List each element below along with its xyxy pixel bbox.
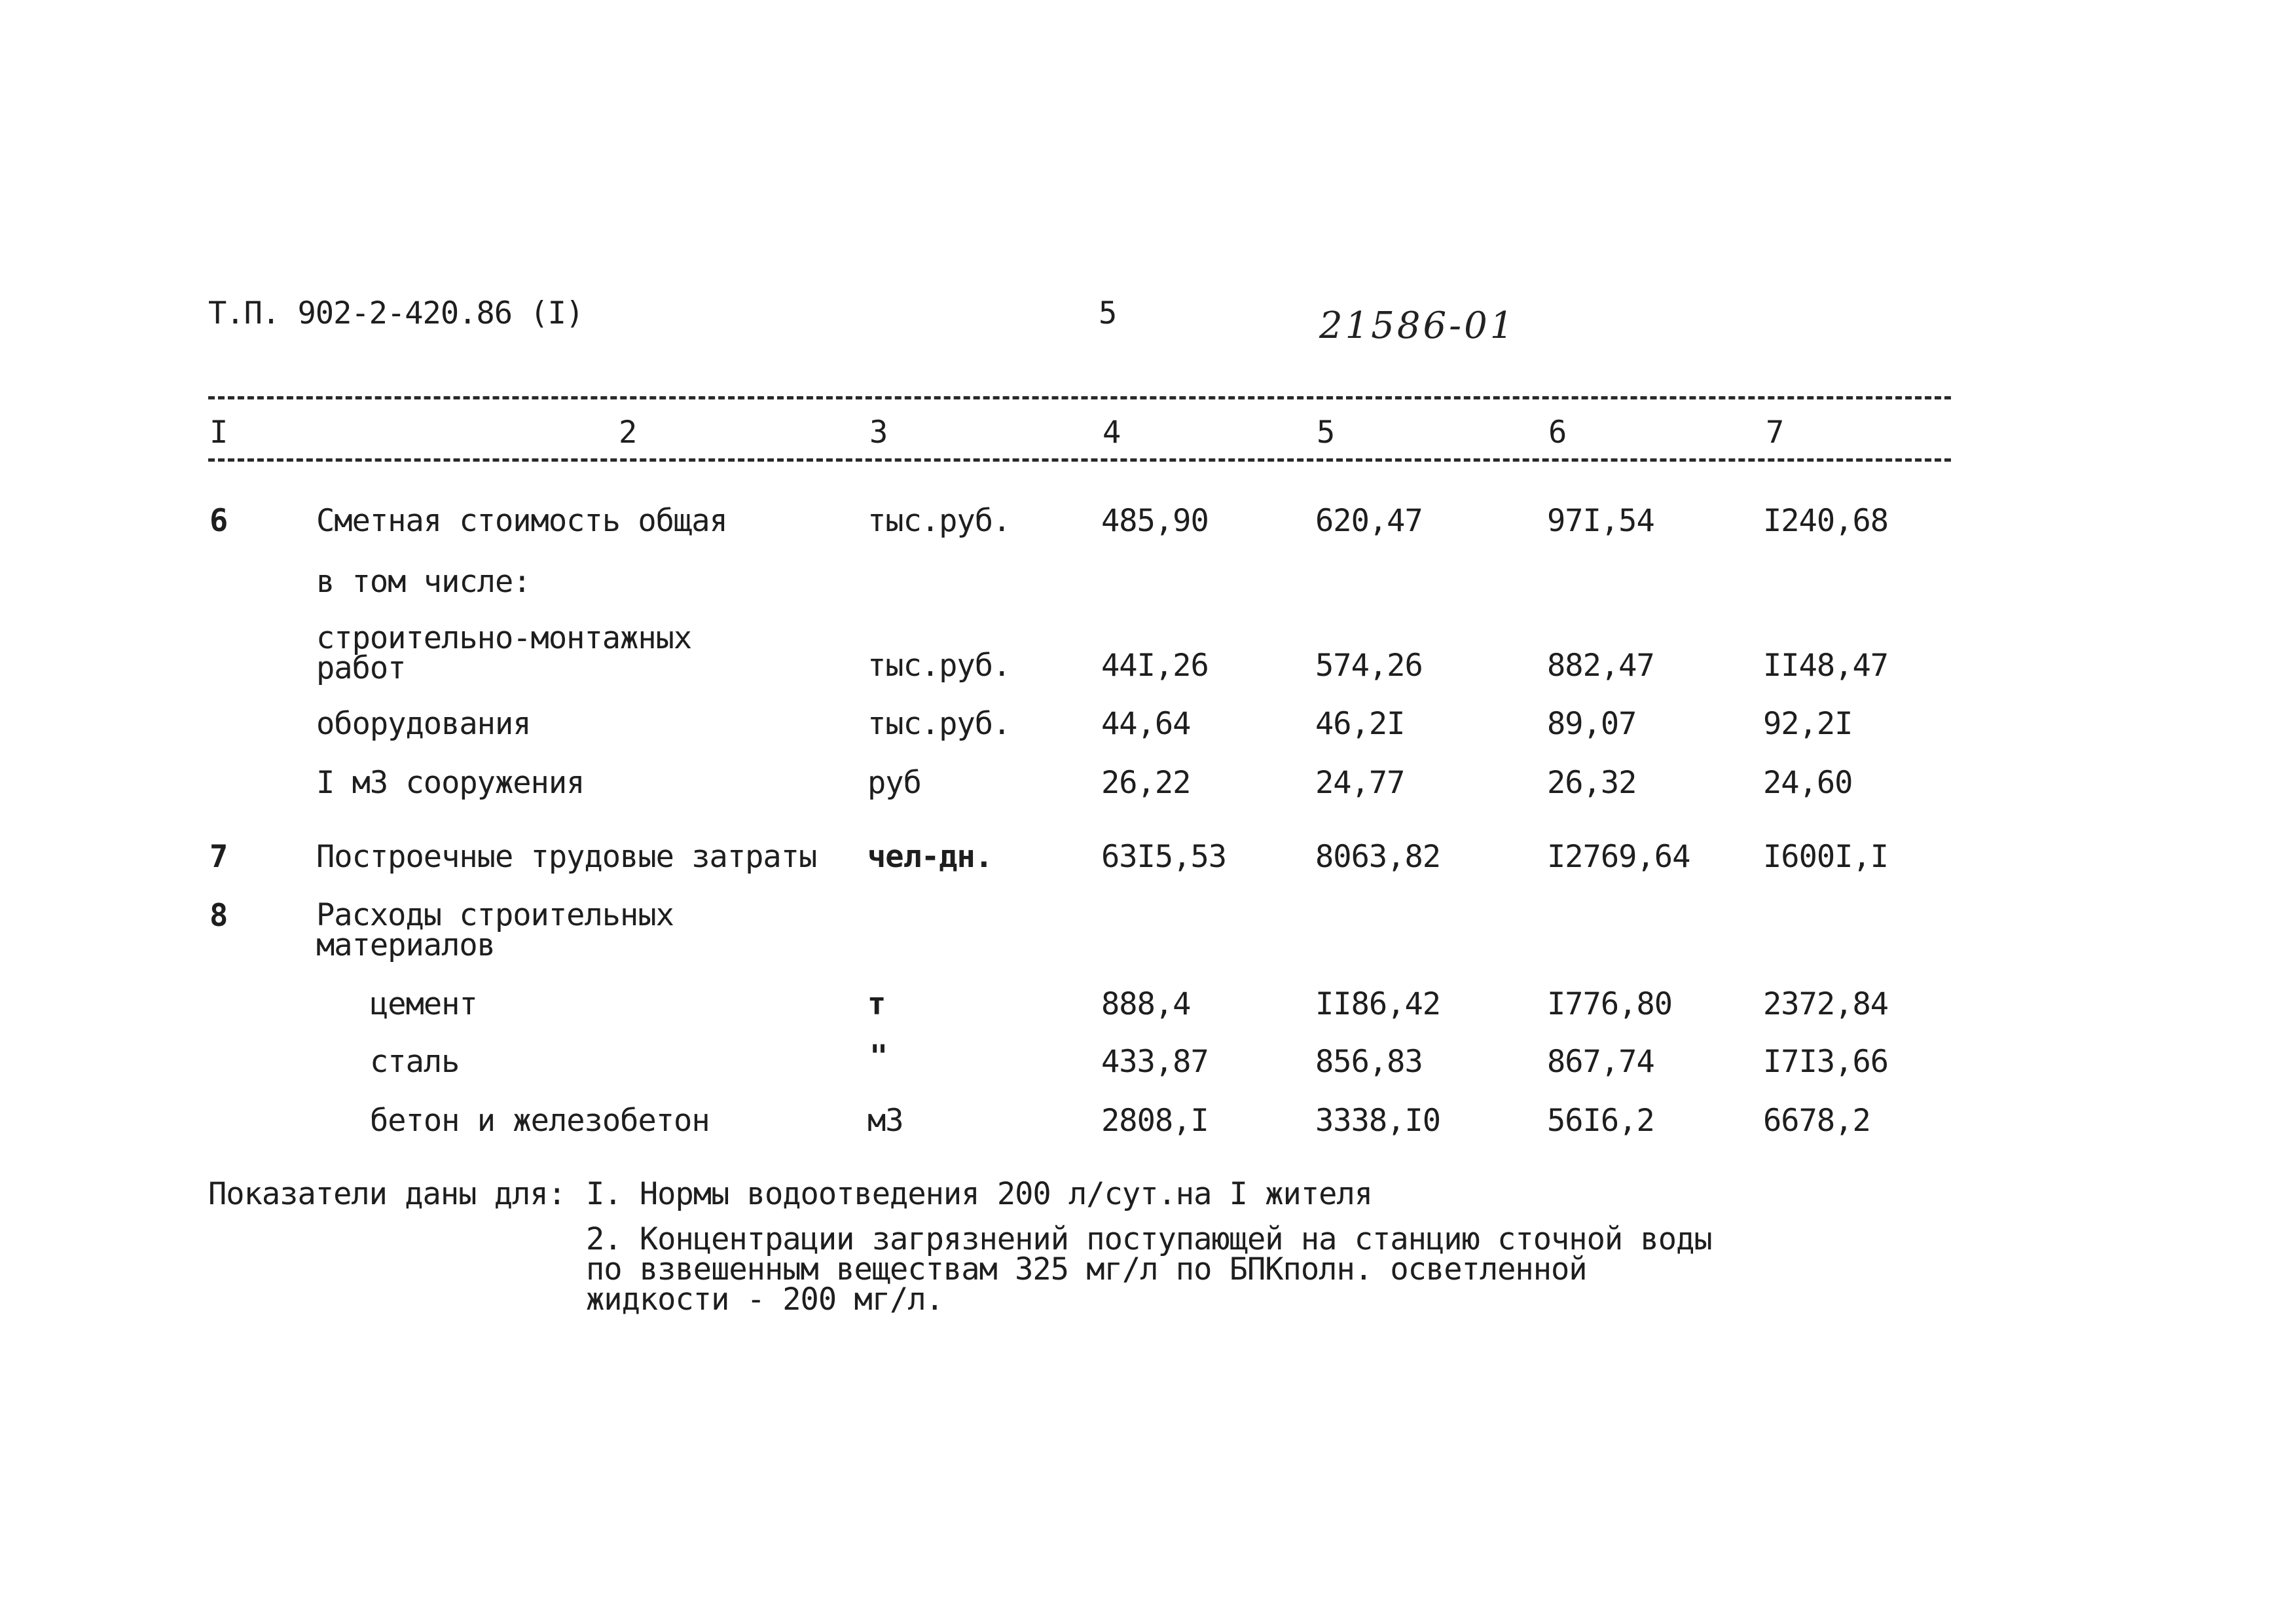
cell-col6: 56I6,2 xyxy=(1547,1103,1654,1139)
cell-col4: 485,90 xyxy=(1101,503,1209,539)
row-name: в том числе: xyxy=(316,564,531,600)
cell-col5: 3338,I0 xyxy=(1315,1103,1441,1139)
row-name: бетон и железобетон xyxy=(370,1103,710,1139)
col-number-1: I xyxy=(210,415,228,451)
cell-col4: 26,22 xyxy=(1101,765,1191,801)
cell-col4: 44,64 xyxy=(1101,706,1191,742)
handwritten-archive-number: 21586-01 xyxy=(1319,304,1516,347)
row-unit: руб xyxy=(867,765,921,801)
cell-col6: 97I,54 xyxy=(1547,503,1654,539)
cell-col4: 888,4 xyxy=(1101,986,1191,1022)
col-number-5: 5 xyxy=(1317,415,1335,451)
row-number: 8 xyxy=(210,898,228,934)
cell-col4: 433,87 xyxy=(1101,1044,1209,1080)
cell-col7: 24,60 xyxy=(1763,765,1853,801)
cell-col5: 856,83 xyxy=(1315,1044,1423,1080)
table-header-bottom-rule xyxy=(208,458,1951,462)
row-unit: т xyxy=(867,986,886,1022)
footnote-lead: Показатели даны для: xyxy=(208,1176,566,1212)
row-name: строительно-монтажных работ xyxy=(316,620,692,686)
row-number: 7 xyxy=(210,839,228,875)
cell-col4: 2808,I xyxy=(1101,1103,1209,1139)
row-name: сталь xyxy=(370,1044,460,1080)
row-name: Построечные трудовые затраты xyxy=(316,839,817,875)
cell-col6: 882,47 xyxy=(1547,648,1654,684)
row-number: 6 xyxy=(210,503,228,539)
row-unit: м3 xyxy=(867,1103,903,1139)
cell-col5: 24,77 xyxy=(1315,765,1405,801)
row-name: Сметная стоимость общая xyxy=(316,503,727,539)
row-name: оборудования xyxy=(316,706,531,742)
row-unit: тыс.руб. xyxy=(867,503,1011,539)
cell-col7: I7I3,66 xyxy=(1763,1044,1889,1080)
cell-col6: I776,80 xyxy=(1547,986,1673,1022)
table-top-rule xyxy=(208,396,1951,399)
page-number: 5 xyxy=(1099,295,1117,331)
row-unit: " xyxy=(869,1039,888,1075)
row-name: I м3 сооружения xyxy=(316,765,585,801)
row-unit: тыс.руб. xyxy=(867,706,1011,742)
row-unit: тыс.руб. xyxy=(867,648,1011,684)
document-code: Т.П. 902-2-420.86 (I) xyxy=(208,295,584,331)
cell-col7: 6678,2 xyxy=(1763,1103,1870,1139)
cell-col7: II48,47 xyxy=(1763,648,1889,684)
cell-col5: 620,47 xyxy=(1315,503,1423,539)
footnote-item-1: I. Нормы водоотведения 200 л/сут.на I жителя xyxy=(586,1176,1373,1212)
cell-col4: 44I,26 xyxy=(1101,648,1209,684)
row-name: цемент xyxy=(370,986,477,1022)
cell-col7: I600I,I xyxy=(1763,839,1889,875)
cell-col7: I240,68 xyxy=(1763,503,1889,539)
cell-col7: 92,2I xyxy=(1763,706,1853,742)
col-number-6: 6 xyxy=(1548,415,1567,451)
cell-col4: 63I5,53 xyxy=(1101,839,1227,875)
cell-col5: 574,26 xyxy=(1315,648,1423,684)
row-unit: чел-дн. xyxy=(867,839,993,875)
col-number-4: 4 xyxy=(1102,415,1121,451)
col-number-7: 7 xyxy=(1766,415,1784,451)
col-number-2: 2 xyxy=(619,415,637,451)
cell-col6: I2769,64 xyxy=(1547,839,1690,875)
cell-col6: 89,07 xyxy=(1547,706,1637,742)
footnote-item-2: 2. Концентрации загрязнений поступающей на станцию сточной воды по взвешенным веществам 325 мг/л по БПКполн. осветленной жидкости - 200 мг/л. xyxy=(586,1221,1712,1318)
cell-col5: II86,42 xyxy=(1315,986,1441,1022)
cell-col6: 867,74 xyxy=(1547,1044,1654,1080)
cell-col6: 26,32 xyxy=(1547,765,1637,801)
cell-col5: 8063,82 xyxy=(1315,839,1441,875)
row-name: Расходы строительных материалов xyxy=(316,897,674,963)
cell-col7: 2372,84 xyxy=(1763,986,1889,1022)
col-number-3: 3 xyxy=(869,415,888,451)
cell-col5: 46,2I xyxy=(1315,706,1405,742)
